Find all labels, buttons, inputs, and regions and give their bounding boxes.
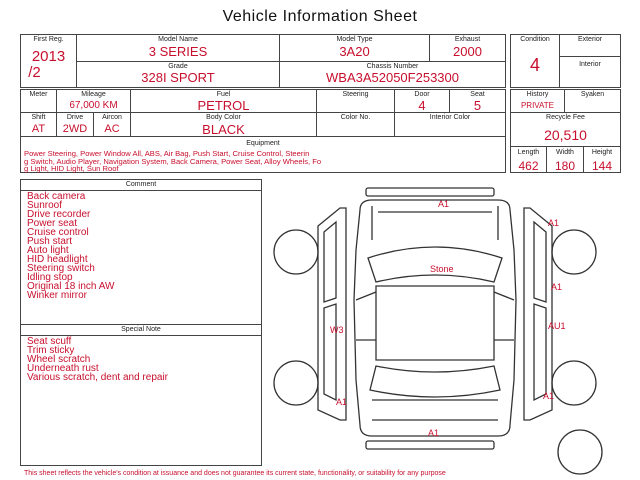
body-color-value: BLACK	[202, 122, 245, 137]
chassis-label: Chassis Number	[366, 63, 419, 70]
model-name-value: 3 SERIES	[148, 44, 208, 59]
aircon-value: AC	[104, 123, 120, 135]
height-label: Height	[591, 149, 613, 156]
grade-label: Grade	[168, 63, 188, 70]
length-value: 462	[518, 159, 539, 173]
list-item: HID headlight	[27, 254, 88, 265]
damage-windshield: Stone	[430, 264, 454, 274]
damage-rear-right: A1	[543, 391, 555, 401]
list-item: Wheel scratch	[27, 354, 91, 365]
syaken-label: Syaken	[580, 91, 605, 98]
width-label: Width	[556, 149, 574, 156]
list-item: Auto light	[27, 245, 69, 256]
list-item: Original 18 inch AW	[27, 281, 115, 292]
color-no-label: Color No.	[340, 114, 371, 121]
list-item: Drive recorder	[27, 209, 91, 220]
equipment-line: g Light, HID Light, Sun Roof	[24, 164, 119, 173]
door-label: Door	[414, 91, 430, 98]
list-item: Cruise control	[27, 227, 89, 238]
fuel-label: Fuel	[216, 91, 231, 98]
first-reg-label: First Reg.	[33, 36, 64, 43]
disclaimer: This sheet reflects the vehicle's condition at issuance and does not guarantee its current state, functionality, or suitability for any purpose	[24, 470, 446, 477]
seat-label: Seat	[470, 91, 485, 98]
list-item: Seat scuff	[27, 336, 72, 347]
damage-rear-left: A1	[336, 397, 348, 407]
first-reg-month: /2	[28, 64, 41, 81]
body-color-label: Body Color	[206, 114, 241, 121]
damage-front-right: A1	[548, 218, 560, 228]
width-value: 180	[554, 159, 576, 173]
exhaust-label: Exhaust	[454, 36, 481, 43]
condition-label: Condition	[520, 36, 550, 43]
door-value: 4	[418, 98, 426, 113]
equipment-label: Equipment	[246, 140, 280, 147]
interior-label: Interior	[579, 61, 601, 68]
recycle-fee-value: 20,510	[544, 127, 587, 143]
model-type-value: 3A20	[339, 44, 370, 59]
recycle-fee-label: Recycle Fee	[546, 114, 585, 121]
exhaust-value: 2000	[453, 44, 482, 59]
damage-front-bumper: A1	[438, 199, 450, 209]
history-label: History	[526, 91, 549, 98]
equipment-line: g Switch, Audio Player, Navigation System, Back Camera, Power Seat, Alloy Wheels, Fo	[24, 156, 322, 166]
damage-left-side: W3	[330, 325, 344, 335]
length-label: Length	[517, 149, 540, 156]
shift-value: AT	[31, 123, 46, 135]
exterior-label: Exterior	[577, 36, 603, 43]
model-type-label: Model Type	[336, 36, 373, 43]
page-title: Vehicle Information Sheet	[222, 8, 418, 25]
equipment-line: Power Steering, Power Window All, ABS, Air Bag, Push Start, Cruise Control, Steerin	[24, 149, 310, 158]
aircon-label: Aircon	[102, 114, 122, 121]
drive-label: Drive	[66, 114, 84, 121]
list-item: Sunroof	[27, 200, 63, 211]
mileage-value: 67,000 KM	[69, 100, 118, 111]
shift-label: Shift	[31, 114, 46, 121]
list-item: Winker mirror	[27, 290, 87, 301]
list-item: Push start	[27, 236, 73, 247]
comment-label: Comment	[125, 181, 157, 188]
damage-right-front-door: A1	[551, 282, 563, 292]
meter-label: Meter	[29, 91, 48, 98]
special-note-label: Special Note	[121, 326, 161, 333]
seat-value: 5	[473, 98, 482, 113]
list-item: Various scratch, dent and repair	[27, 372, 169, 383]
interior-color-label: Interior Color	[429, 114, 471, 121]
damage-rear-bumper: A1	[428, 428, 440, 438]
history-value: PRIVATE	[520, 101, 555, 110]
chassis-value: WBA3A52050F253300	[326, 70, 459, 85]
damage-right-rear-door: AU1	[548, 321, 566, 331]
steering-label: Steering	[342, 91, 369, 98]
model-name-label: Model Name	[158, 36, 198, 43]
drive-value: 2WD	[62, 123, 88, 135]
grade-value: 328I SPORT	[141, 70, 215, 85]
list-item: Idling stop	[27, 272, 73, 283]
fuel-value: PETROL	[197, 98, 250, 113]
mileage-label: Mileage	[81, 91, 106, 98]
list-item: Power seat	[27, 218, 78, 229]
list-item: Steering switch	[27, 263, 95, 274]
list-item: Trim sticky	[27, 345, 75, 356]
list-item: Back camera	[27, 191, 86, 202]
first-reg-year: 2013	[31, 48, 66, 65]
condition-value: 4	[529, 55, 540, 75]
list-item: Underneath rust	[27, 363, 99, 374]
height-value: 144	[591, 159, 613, 173]
